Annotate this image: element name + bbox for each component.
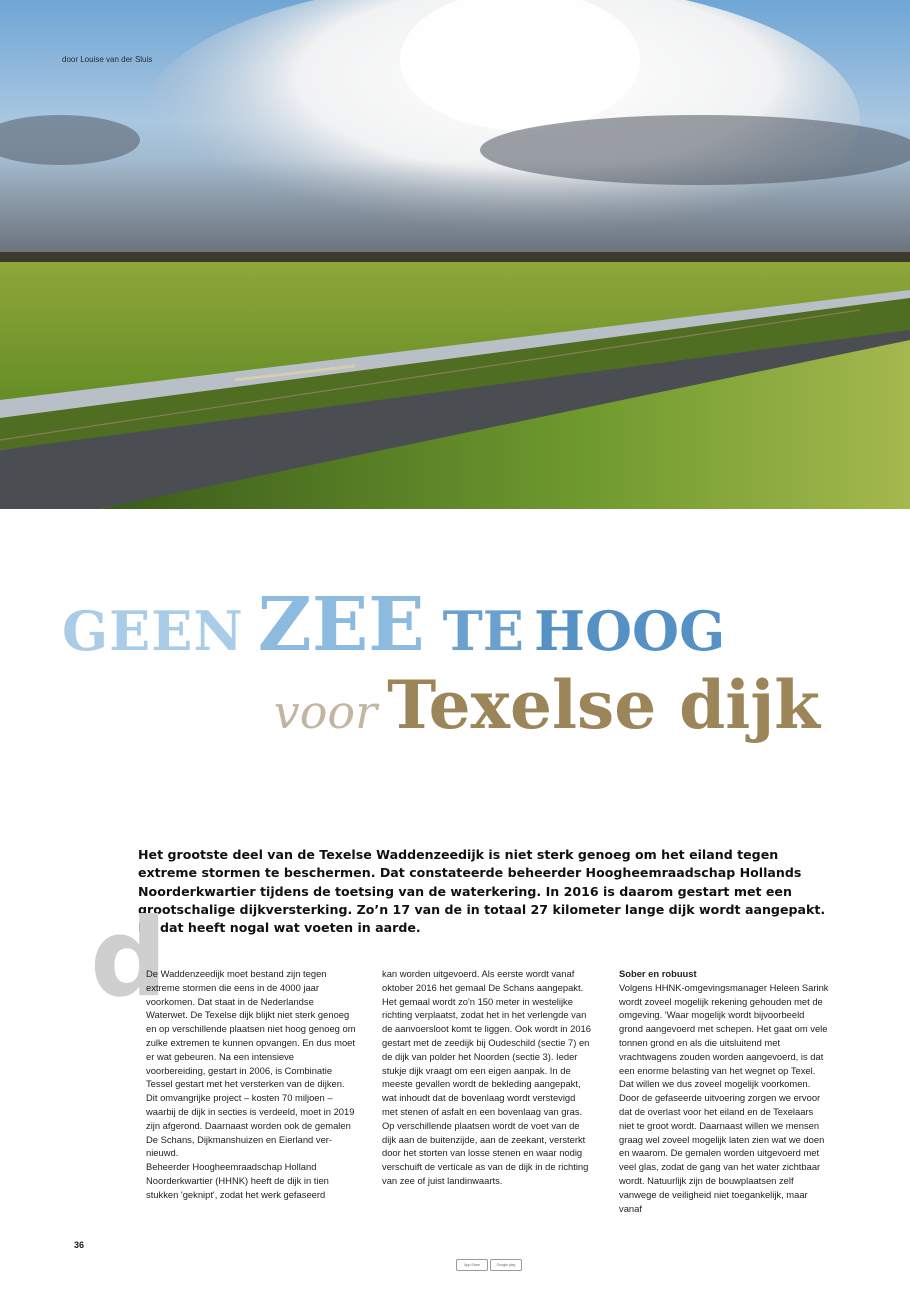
headline-word-voor: voor — [273, 685, 378, 739]
app-store-badges — [456, 1259, 522, 1271]
body-column-3 — [619, 967, 829, 1215]
body-column-1 — [146, 967, 356, 1202]
google-play-badge[interactable]: Google play — [490, 1259, 522, 1271]
app-store-badge[interactable]: App Store — [456, 1259, 488, 1271]
hero-photo — [0, 0, 910, 509]
body-paragraph: Volgens HHNK-omgevingsmanager Heleen Sarink wordt zoveel mogelijk rekening gehouden met de omgeving. 'Waar mogelijk wordt bijvoorbeeld grond aangevoerd met schepen. Het gaat om vele tonnen grond en als die uitsluitend met vrachtwagens zouden worden aangevoerd, is dat een enorme belasting van het wegnet op Texel. Dat willen we dus zoveel mogelijk voorkomen. Door de gefaseerde uitvoering zorgen we ervoor dat de overlast voor het eiland en de Texelaars niet te groot wordt. Daarnaast willen we mensen graag wel zoveel mogelijk laten zien wat we doen en waarom. De gemalen worden uitgevoerd met veel glas, zodat de gang van het water zichtbaar wordt. Natuurlijk zijn de bouwplaatsen zelf vanwege de veiligheid niet toegankelijk, maar vanaf — [619, 981, 829, 1214]
headline-word-hoog: HOOG — [533, 599, 726, 663]
drop-cap: d — [90, 896, 168, 1021]
body-paragraph: De Waddenzeedijk moet bestand zijn tegen extreme stormen die eens in de 4000 jaar voorkomen. Dat staat in de Nederlandse Waterwet. De Texelse dijk blijkt niet sterk genoeg en op verschillende plaatsen niet hoog genoeg om zulke extremen te kunnen opvangen. En dus moet er wat gebeuren. Na een intensieve voorbereiding, gestart in 2006, is Combinatie Tessel gestart met het versterken van de dijken. Dit omvangrijke project – kosten 70 miljoen – waarbij de dijk in secties is verdeeld, moet in 2019 zijn afgerond. Daarnaast worden ook de gemalen De Schans, Dijkmanshuizen en Eierland vernieuwd. — [146, 968, 356, 1159]
page-number: 36 — [74, 1240, 85, 1250]
lead-paragraph: Het grootste deel van de Texelse Waddenzeedijk is niet sterk genoeg om het eiland tegen extreme stormen te beschermen. Dat constateerde beheerder Hoogheemraadschap Hollands Noorderkwartier tijdens de toetsing van de waterkering. In 2016 is daarom gestart met een grootschalige dijkversterking. Zo’n 17 van de in totaal 27 kilometer lange dijk wordt aangepakt. En dat heeft nogal wat voeten in aarde. — [138, 847, 826, 936]
section-heading: Sober en robuust — [619, 968, 697, 979]
headline-texelse-dijk: Texelse dijk — [387, 666, 820, 744]
headline-line-2 — [0, 666, 820, 744]
headline-word-te: TE — [442, 599, 524, 663]
body-paragraph: kan worden uitgevoerd. Als eerste wordt vanaf oktober 2016 het gemaal De Schans aangepakt. Het gemaal wordt zo'n 150 meter in westelijke richting verplaatst, zodat het in het verlengde van de aanvoersloot komt te liggen. Ook wordt in 2016 gestart met de zeedijk bij Oudeschild (sectie 7) en de dijk van polder het Noorden (sectie 3). Ieder stukje dijk vraagt om een eigen aanpak. In de meeste gevallen wordt de bekleding aangepakt, wat inhoudt dat de bovenlaag wordt verstevigd met stenen of asfalt en een bovenlaag van gras. Op verschillende plaatsen wordt de voet van de dijk aan de buitenzijde, aan de zeekant, versterkt door het storten van losse stenen en waar nodig verschuift de verticale as van de dijk in de richting van zee of juist landinwaarts. — [382, 968, 591, 1186]
headline-word-zee: ZEE — [257, 582, 425, 668]
headline-word-geen: GEEN — [62, 599, 244, 663]
headline-line-1 — [62, 582, 842, 668]
body-column-2 — [382, 967, 592, 1188]
byline: door Louise van der Sluis — [62, 55, 153, 64]
body-paragraph: Beheerder Hoogheemraadschap Holland Noorderkwartier (HHNK) heeft de dijk in tien stukken 'geknipt', zodat het werk gefaseerd — [146, 1161, 329, 1200]
